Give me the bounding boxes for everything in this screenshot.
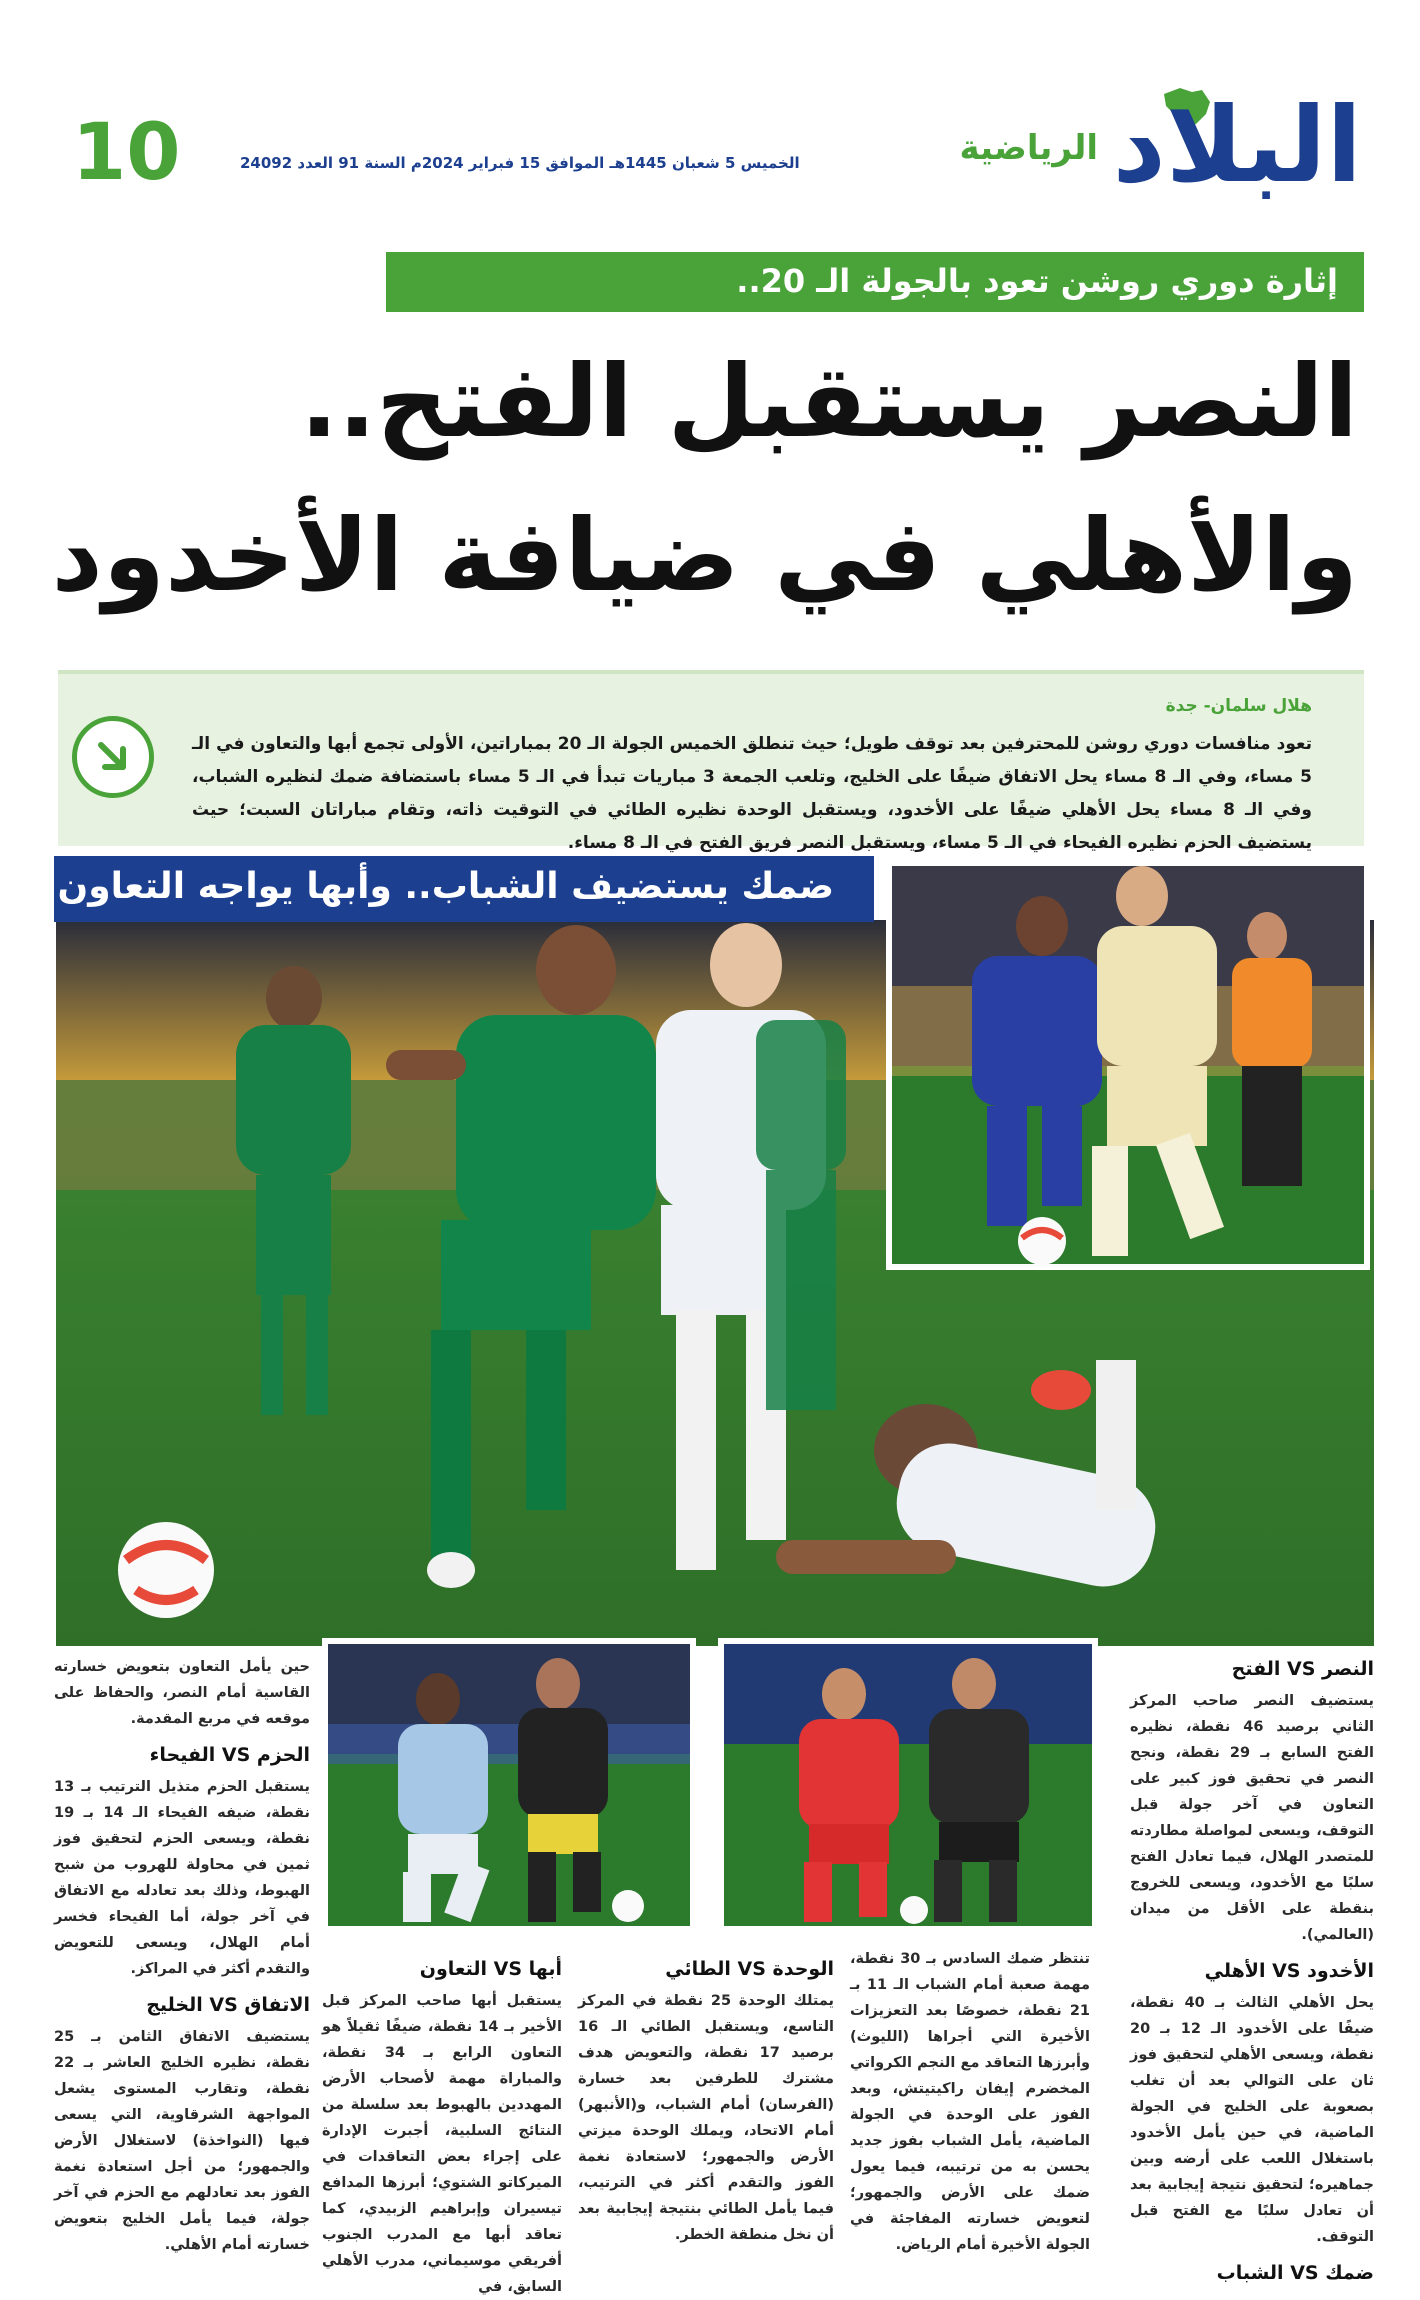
newspaper-logo (1112, 86, 1362, 206)
abha-match-photo (322, 1638, 696, 1932)
article-body-abha-cont: حين يأمل التعاون بتعويض خسارته القاسية أمام النصر، والحفاظ على موقعه في مربع المقدمة. (54, 1659, 310, 1727)
article-column-abha (322, 1946, 562, 2300)
headline-line-2: والأهلي في ضيافة الأخدود (51, 497, 1358, 614)
article-body-abha: يستقبل أبها صاحب المركز قبل الأخير بـ 14 نقطة، ضيفًا ثقيلاً هو التعاون الرابع بـ 34 نقطة، والمباراة مهمة لأصحاب الأرض المهددين بالهبوط بعد سلسلة من النتائج السلبية، أجبرت الإدارة على إجراء بعض التعاقدات في الميركاتو الشتوي؛ أبرزها المدافع تيسيران وإبراهيم الزبيدي، كما تعاقد أبها مع المدرب الجنوب أفريقي موسيماني، مدرب الأهلي السابق، في (322, 1993, 563, 2295)
article-column-damac (850, 1946, 1090, 2258)
byline: هلال سلمان- جدة (1165, 696, 1312, 716)
arrow-down-right-icon (72, 716, 154, 798)
page-number: 10 (72, 108, 181, 198)
article-title-akhdood: الأخدود VS الأهلي (1204, 1960, 1374, 1982)
article-body-hazm: يستقبل الحزم متذيل الترتيب بـ 13 نقطة، ضيفه الفيحاء الـ 14 بـ 19 نقطة، ويسعى الحزم لتحقيق فوز ثمين في محاولة للهروب من شبح الهبوط، وذلك بعد تعادله مع الاتفاق في آخر جولة، أما الفيحاء فخسر أمام الهلال، ويسعى للتعويض والتقدم أكثر في المراكز. (54, 1779, 310, 1977)
wehda-match-photo (718, 1638, 1098, 1932)
dateline: الخميس 5 شعبان 1445هـ الموافق 15 فبراير 2024م السنة 91 العدد 24092 (240, 154, 800, 172)
masthead (0, 0, 1420, 240)
article-body-akhdood: يحل الأهلي الثالث بـ 40 نقطة، ضيفًا على الأخدود الـ 12 بـ 20 نقطة، ويسعى الأهلي لتحقيق فوز ثان على التوالي بعد أن تغلب بصعوبة على الخليج في الجولة الماضية، في حين يأمل الأخدود باستغلال اللعب على أرضه وبين جماهيره؛ لتحقيق نتيجة إيجابية بعد أن تعادل سلبًا مع الفتح قبل التوقف. (1130, 1995, 1375, 2245)
article-title-wehda: الوحدة VS الطائي (665, 1958, 834, 1980)
section-name: الرياضية (959, 128, 1098, 168)
photo-banner (54, 856, 874, 922)
kicker-text: إثارة دوري روشن تعود بالجولة الـ 20.. (736, 262, 1338, 300)
article-column-right (1130, 1646, 1374, 2292)
photo-banner-text: ضمك يستضيف الشباب.. وأبها يواجه التعاون (57, 866, 834, 907)
nassr-match-photo (886, 860, 1370, 1270)
article-title-ettifaq: الاتفاق VS الخليج (146, 1994, 310, 2016)
article-column-left (54, 1654, 310, 2258)
article-body-wehda: يمتلك الوحدة 25 نقطة في المركز التاسع، ويستقبل الطائي الـ 16 برصيد 17 نقطة، والتعويض هدف مشترك للطرفين بعد خسارة (الفرسان) أمام الشباب، و(الأنبهر) أمام الاتحاد، ويملك الوحدة ميزتي الأرض والجمهور؛ لاستعادة نغمة الفوز والتقدم أكثر في الترتيب، فيما يأمل الطائي بنتيجة إيجابية بعد أن نخل منطقة الخطر. (578, 1993, 834, 2243)
article-title-nassr: النصر VS الفتح (1231, 1658, 1374, 1680)
lead-paragraph: تعود منافسات دوري روشن للمحترفين بعد توقف طويل؛ حيث تنطلق الخميس الجولة الـ 20 بمباراتين، الأولى تجمع أبها والتعاون في الـ 5 مساء، وفي الـ 8 مساء يحل الاتفاق ضيفًا على الخليج، وتلعب الجمعة 3 مباريات تبدأ في الـ 5 مساء باستضافة ضمك لنظيره الشباب، وفي الـ 8 مساء يحل الأهلي ضيفًا على الأخدود، ويستقبل الوحدة نظيره الطائي في التوقيت ذاته، وتقام مباراتان السبت؛ حيث يستضيف الحزم نظيره الفيحاء في الـ 5 مساء، ويستقبل النصر فريق الفتح في الـ 8 مساء. (192, 734, 1313, 853)
article-body-nassr: يستضيف النصر صاحب المركز الثاني برصيد 46 نقطة، نظيره الفتح السابع بـ 29 نقطة، ونجح النصر في تحقيق فوز كبير على التعاون في آخر جولة قبل التوقف، ويسعى لمواصلة مطاردته للمتصدر الهلال، فيما تعادل الفتح سلبًا مع الأخدود، ويسعى للخروج بنقطة على الأقل من ميدان (العالمي). (1130, 1693, 1374, 1943)
kicker-bar (386, 252, 1364, 312)
article-title-abha: أبها VS التعاون (419, 1958, 562, 1980)
article-body-ettifaq: يستضيف الاتفاق الثامن بـ 25 نقطة، نظيره الخليج العاشر بـ 22 نقطة، وتقارب المستوى يشعل المواجهة الشرقاوية، التي يسعى فيها (النواخذة) لاستغلال الأرض والجمهور؛ من أجل استعادة نغمة الفوز بعد تعادلهم مع الحزم في آخر جولة، فيما يأمل الخليج بتعويض خسارته أمام الأهلي. (54, 2029, 310, 2253)
lead-box (58, 670, 1364, 853)
article-title-damac: ضمك VS الشباب (1216, 2262, 1374, 2284)
article-body-damac: تنتظر ضمك السادس بـ 30 نقطة، مهمة صعبة أمام الشباب الـ 11 بـ 21 نقطة، خصوصًا بعد التعزيزات الأخيرة التي أجراها (الليوث) وأبرزها التعاقد مع النجم الكرواتي المخضرم إيفان راكيتيتش، وبعد الفوز على الوحدة في الجولة الماضية، يأمل الشباب بفوز جديد يحسن به من ترتيبه، فيما يعول ضمك على الأرض والجمهور؛ لتعويض خسارته المفاجئة في الجولة الأخيرة أمام الرياض. (850, 1951, 1090, 2253)
headline-line-1: النصر يستقبل الفتح.. (300, 343, 1358, 460)
article-title-hazm: الحزم VS الفيحاء (149, 1744, 310, 1766)
article-column-wehda (578, 1946, 834, 2248)
logo-wordmark: البلاد (1112, 84, 1362, 206)
